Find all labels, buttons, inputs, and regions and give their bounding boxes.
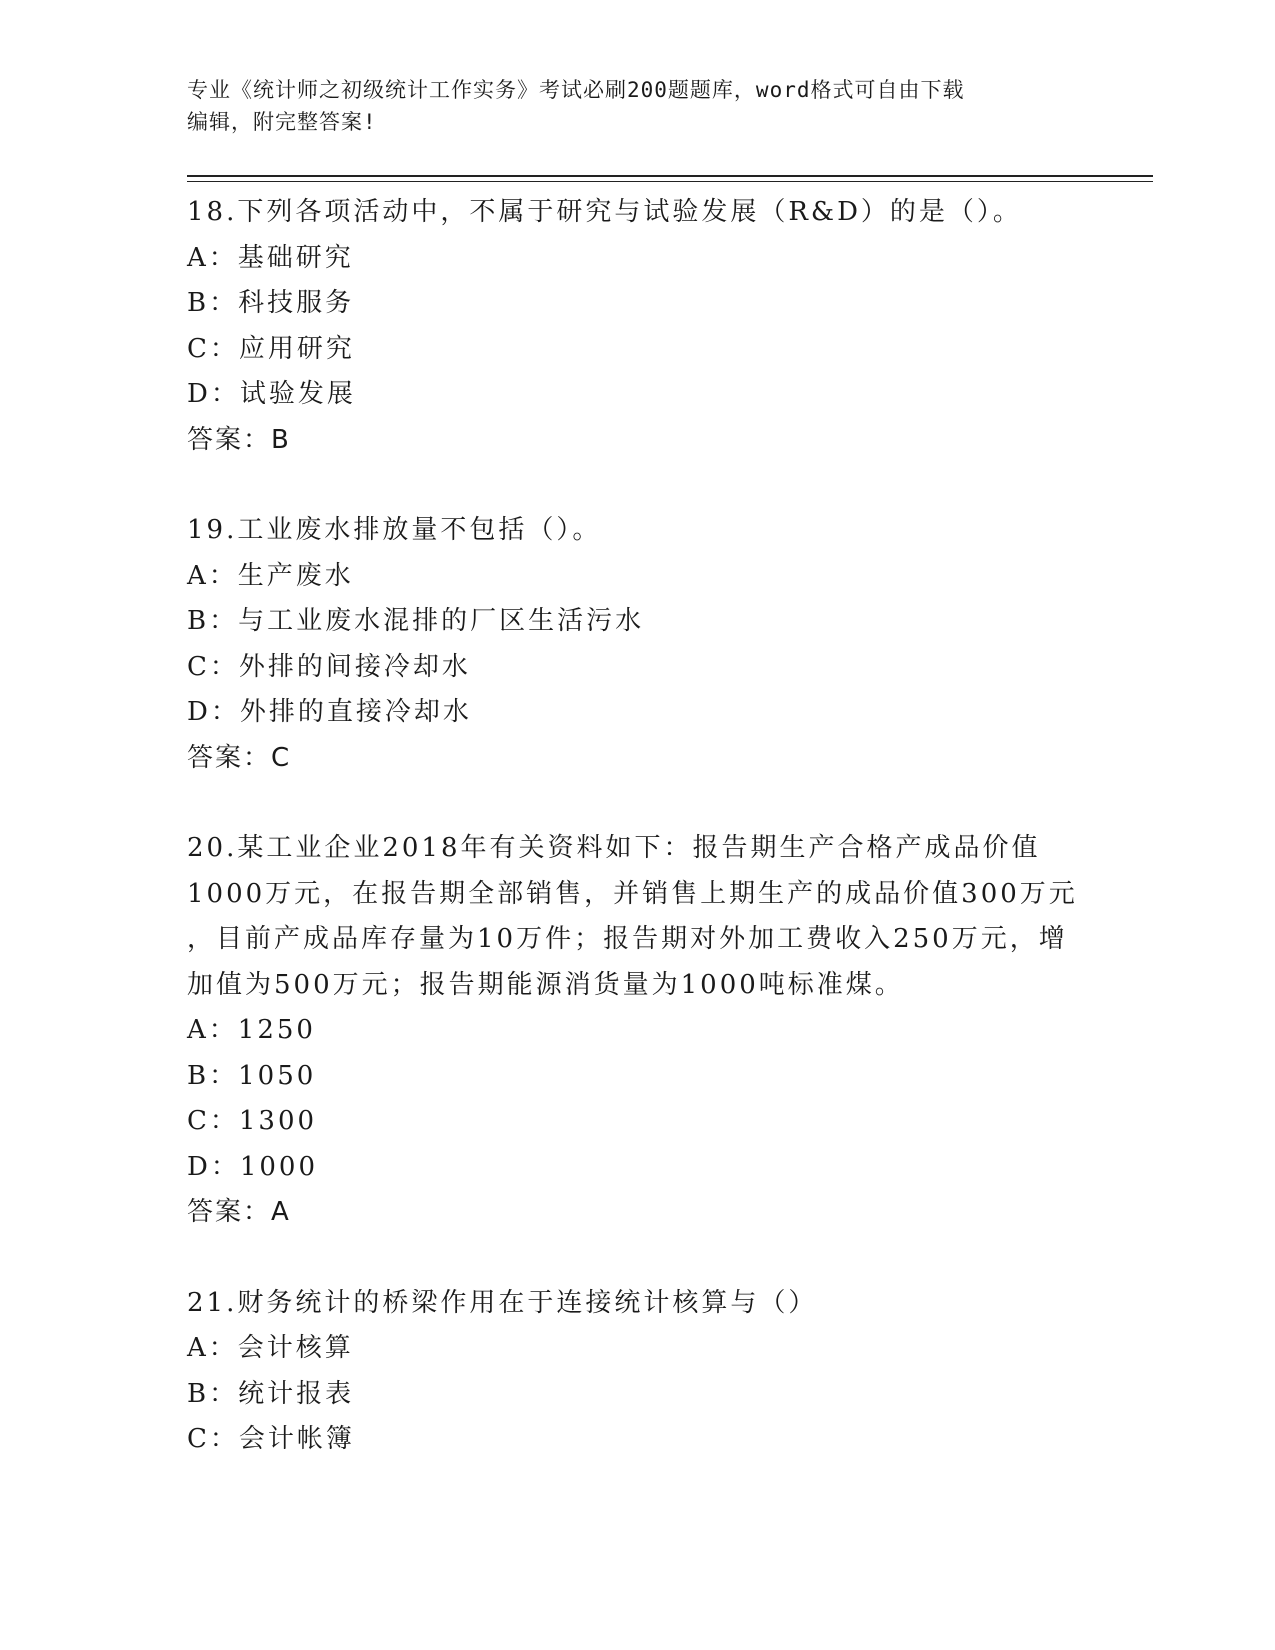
answer-line: 答案：C <box>187 742 292 773</box>
option-d: D：1000 <box>187 1151 319 1182</box>
option-d: D：试验发展 <box>187 379 356 409</box>
option-c: C：外排的间接冷却水 <box>187 651 471 682</box>
question-block <box>187 1281 1107 1463</box>
option-a: A：会计核算 <box>187 1333 354 1363</box>
header-divider-thin <box>187 181 1153 182</box>
question-stem-line: 20.某工业企业2018年有关资料如下：报告期生产合格产成品价值 <box>187 833 1041 863</box>
question-stem: 18.下列各项活动中，不属于研究与试验发展（R&D）的是（）。 <box>187 197 1022 227</box>
option-a: A：1250 <box>187 1015 316 1045</box>
option-a: A：生产废水 <box>187 560 354 591</box>
option-d: D：外排的直接冷却水 <box>187 697 472 727</box>
question-list <box>187 190 1107 1463</box>
header-line-2: 编辑，附完整答案! <box>187 110 377 134</box>
header-line-1: 专业《统计师之初级统计工作实务》考试必刷200题题库，word格式可自由下载 <box>187 78 965 102</box>
option-c: C：1300 <box>187 1106 318 1136</box>
option-a: A：基础研究 <box>187 242 354 273</box>
question-stem: 19.工业废水排放量不包括（）。 <box>187 515 602 545</box>
answer-line: 答案：B <box>187 424 291 455</box>
question-stem-line: 加值为500万元；报告期能源消货量为1000吨标准煤。 <box>187 969 904 1000</box>
option-c: C：应用研究 <box>187 333 355 364</box>
question-block <box>187 190 1107 463</box>
option-b: B：与工业废水混排的厂区生活污水 <box>187 606 645 636</box>
question-stem-line: ，目前产成品库存量为10万件；报告期对外加工费收入250万元，增 <box>187 924 1068 954</box>
option-b: B：1050 <box>187 1060 317 1091</box>
option-b: B：统计报表 <box>187 1378 355 1409</box>
question-stem: 21.财务统计的桥梁作用在于连接统计核算与（） <box>187 1287 818 1318</box>
option-b: B：科技服务 <box>187 288 355 318</box>
header-divider-thick <box>187 175 1153 177</box>
question-block <box>187 826 1107 1236</box>
document-header <box>187 74 1087 138</box>
question-block <box>187 508 1107 781</box>
answer-line: 答案：A <box>187 1197 291 1227</box>
question-stem-line: 1000万元，在报告期全部销售，并销售上期生产的成品价值300万元 <box>187 878 1078 909</box>
option-c: C：会计帐簿 <box>187 1424 355 1454</box>
